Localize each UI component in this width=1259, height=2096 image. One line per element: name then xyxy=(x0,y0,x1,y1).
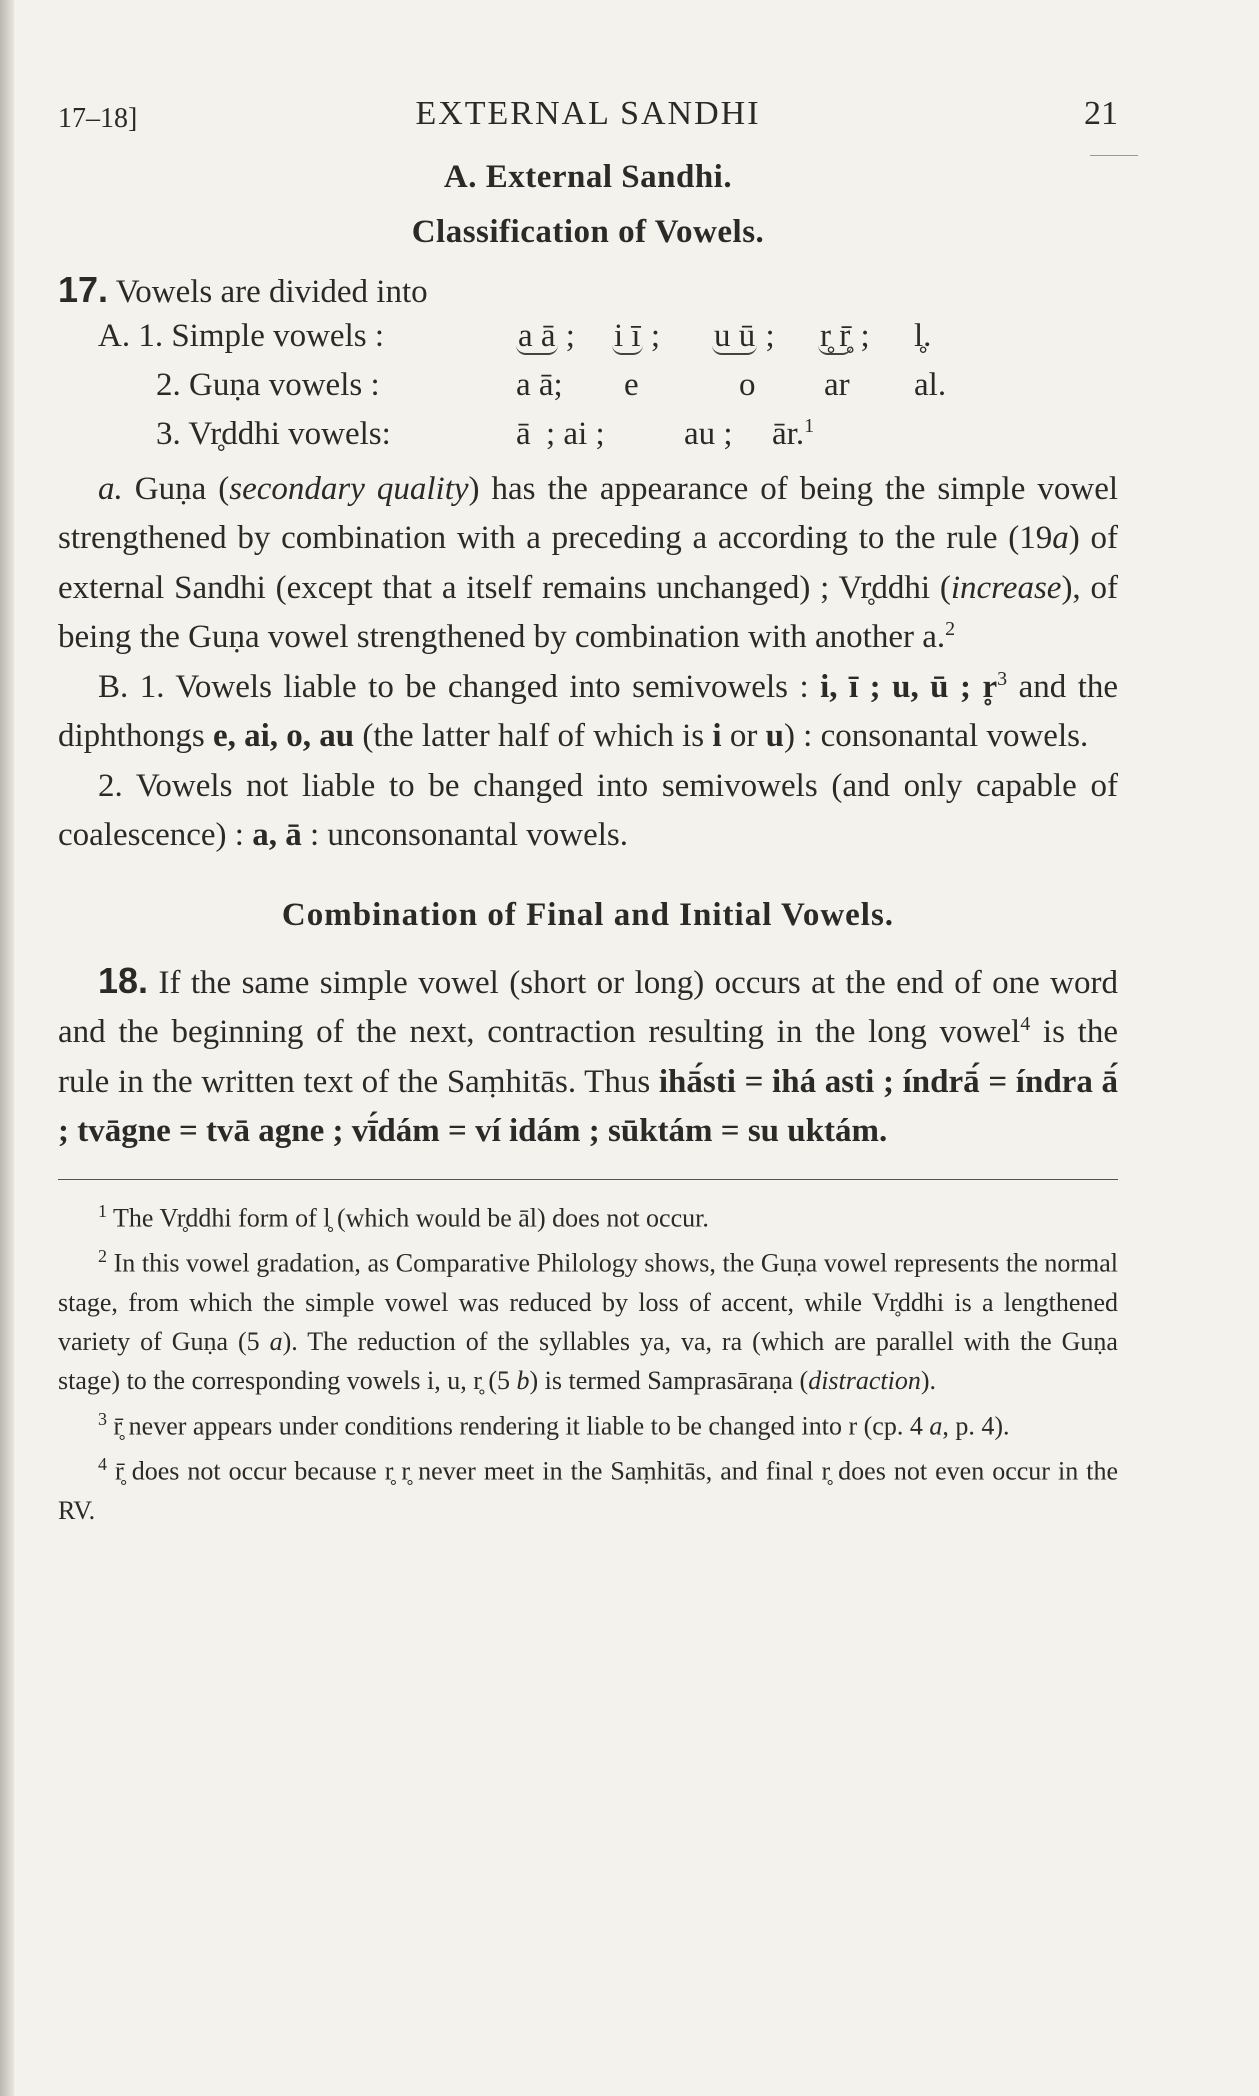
vowel-l: l̥. xyxy=(914,317,932,354)
footnote-4: $^4$ r̥̄ does not occur because r̥ r̥ never meet in the Saṃhitās, and final r̥ does not even occur in the RV. xyxy=(58,1454,1118,1526)
para-17-number: 17. xyxy=(58,269,109,310)
para-18: 18. If the same simple vowel (short or long) occurs at the end of one word and the beginning of the next, contraction resulting in the long vowel$^4$ is the rule in the written text of the Saṃhitās. Thus ihā́sti = ihá asti ; índrā́ = índra ā́ ; tvāgne = tvā agne ; vī́dám = ví idám ; sūktám = su uktám. xyxy=(58,959,1119,1149)
vowel-pair-r: r̥ r̥̄ xyxy=(820,317,851,354)
running-head xyxy=(58,95,1118,153)
vrddhi-ar: ār.$^1$ xyxy=(772,414,815,452)
footnote-ref-1: 1 xyxy=(804,414,815,437)
footnote-3: $^3$ r̥̄ never appears under conditions rendering it liable to be changed into r (cp. 4 a, p. 4). xyxy=(98,1408,1010,1441)
para-17-intro xyxy=(58,265,1118,318)
page-number: 21 xyxy=(1084,95,1118,132)
vrddhi-ai: ; ai ; xyxy=(546,415,605,452)
footnote-1: $^1$ The Vr̥ddhi form of l̥ (which would be āl) does not occur. xyxy=(98,1200,709,1233)
footnote-ref-4: 4 xyxy=(1020,1013,1031,1035)
classification-heading: Classification of Vowels. xyxy=(411,214,765,250)
para-17-intro-text: Vowels are divided into xyxy=(108,274,428,310)
book-page xyxy=(58,95,1118,1530)
vrddhi-vowels-row xyxy=(58,416,1118,465)
running-title: EXTERNAL SANDHI xyxy=(415,95,761,132)
para-17b1: B. 1. Vowels liable to be changed into semivowels : i, ī ; u, ū ; r̥$^3$ and the diphthongs e, ai, o, au (the latter half of which is i or u) : consonantal vowels. xyxy=(58,667,1119,754)
simple-vowels-row: A. 1. Simple vowels : a ā ; i ī ; u ū ; r̥ r̥̄ ; l̥. xyxy=(98,317,932,354)
vowel-pair-i: i ī xyxy=(614,317,641,354)
combination-heading: Combination of Final and Initial Vowels. xyxy=(281,896,895,933)
header-rule xyxy=(1090,155,1138,156)
para-18-examples: ihā́sti = ihá asti ; índrā́ = índra ā́ ; tvāgne = tvā agne ; vī́dám = ví idám ; sūktám = su uktám. xyxy=(58,1063,1119,1149)
simple-vowels-label: A. 1. Simple vowels : xyxy=(98,317,384,354)
para-18-number: 18. xyxy=(98,959,149,1001)
guna-e: e xyxy=(624,366,639,403)
guna-o: o xyxy=(739,366,756,403)
vrddhi-a: ā xyxy=(516,415,531,452)
vrddhi-au: au ; xyxy=(684,415,733,452)
guna-vowels-label: 2. Guṇa vowels : xyxy=(156,366,380,403)
footnote-ref-3: 3 xyxy=(997,667,1008,690)
para-17a: a. Guṇa (secondary quality) has the appearance of being the simple vowel strengthened by combination with a preceding a according to the rule (19a) of external Sandhi (except that a itself remains unchanged) ; Vr̥ddhi (increase), of being the Guṇa vowel strengthened by combination with another a.$^2$ xyxy=(58,470,1119,655)
footnote-ref-2: 2 xyxy=(945,618,956,640)
vowel-pair-a: a ā xyxy=(518,317,556,354)
para-17b2: 2. Vowels not liable to be changed into semivowels (and only capable of coalescence) : a, ā : unconsonantal vowels. xyxy=(58,767,1118,853)
guna-ar: ar xyxy=(824,366,850,403)
vowel-pair-u: u ū xyxy=(714,317,756,354)
vrddhi-vowels-label: 3. Vr̥ddhi vowels: xyxy=(156,415,391,452)
page-gutter-shadow xyxy=(0,0,14,2096)
section-range: 17–18] xyxy=(58,103,138,134)
guna-al: al. xyxy=(914,366,947,403)
footnote-rule xyxy=(58,1179,1118,1180)
footnote-2: $^2$ In this vowel gradation, as Comparative Philology shows, the Guṇa vowel represents the normal stage, from which the simple vowel was reduced by loss of accent, while Vr̥ddhi is a lengthened variety of Guṇa (5 a). The reduction of the syllables ya, va, ra (which are parallel with the Guṇa stage) to the corresponding vowels i, u, r̥ (5 b) is termed Samprasāraṇa (distraction). xyxy=(58,1246,1118,1395)
guna-vowels-row xyxy=(58,367,1118,416)
guna-a: a ā; xyxy=(516,366,563,403)
section-heading: A. External Sandhi. xyxy=(443,159,733,195)
